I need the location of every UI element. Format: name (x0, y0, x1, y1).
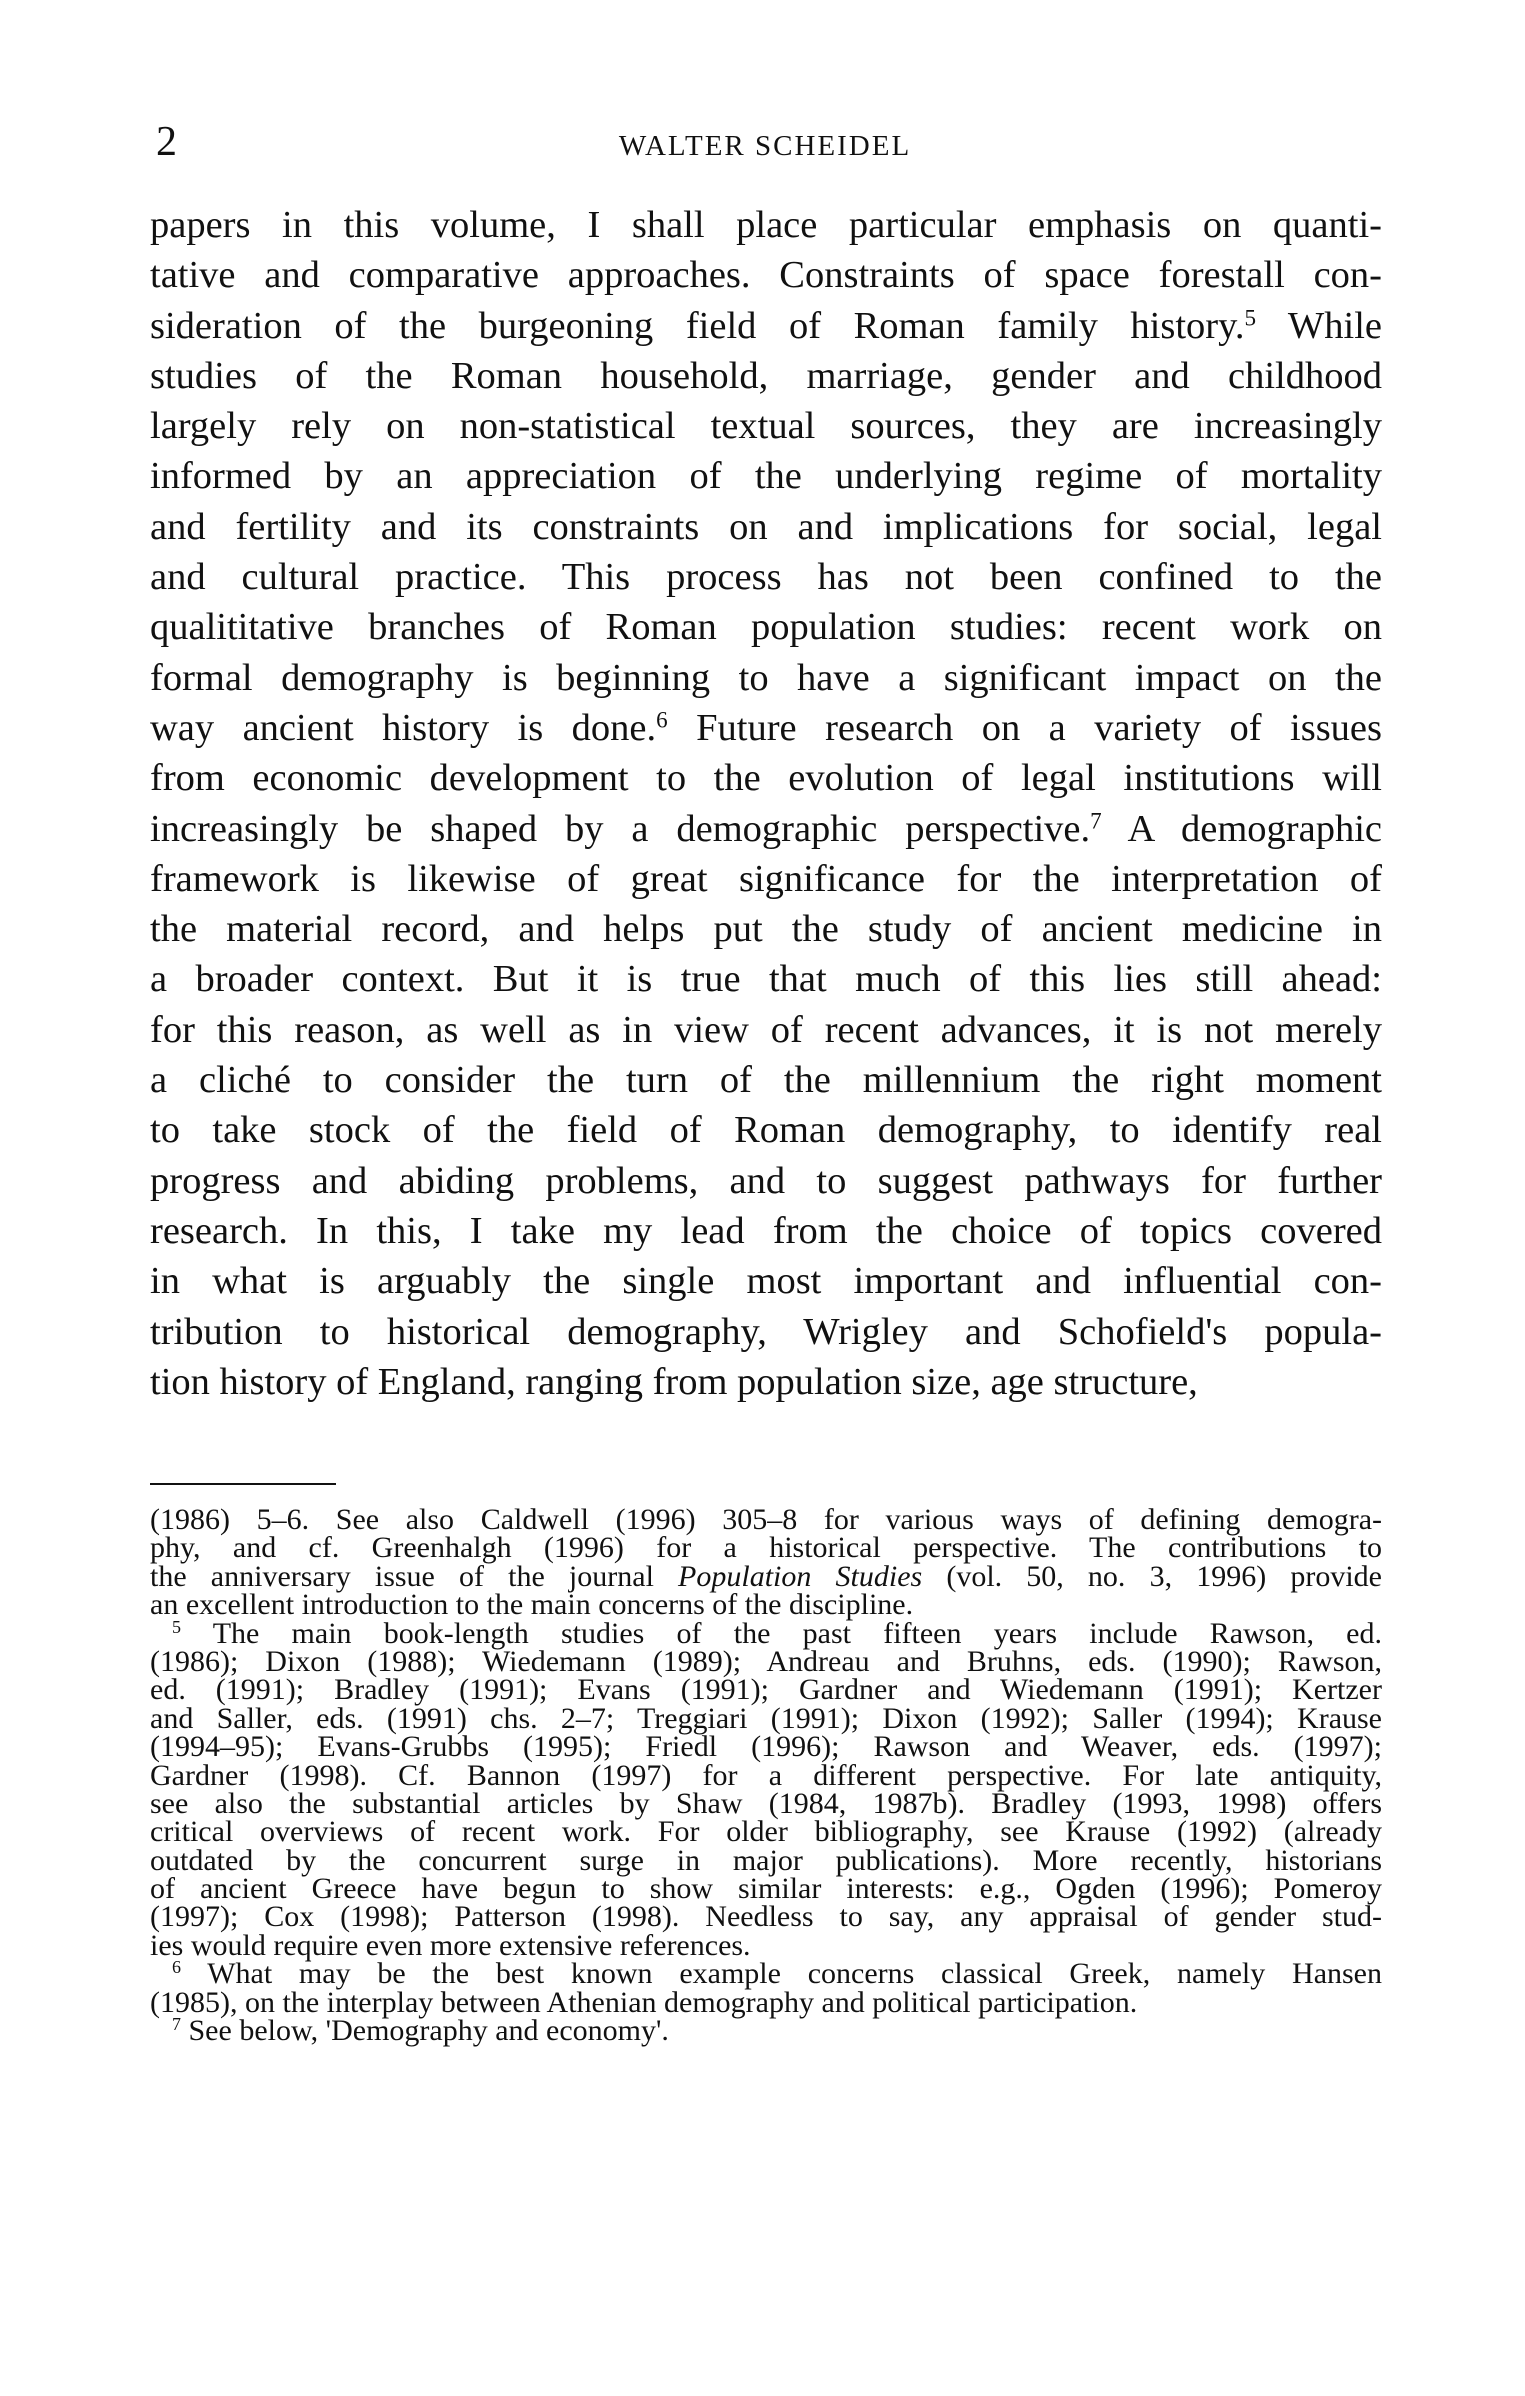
body-line (150, 1055, 1382, 1105)
body-line (150, 401, 1382, 451)
body-line (150, 552, 1382, 602)
body-line (150, 753, 1382, 803)
line-text: and cultural practice. This process has not been confined to the (150, 556, 1382, 599)
footnote-line (150, 1588, 1382, 1622)
footnote-line (150, 1957, 1382, 1991)
line-text: research. In this, I take my lead from the choice of topics covered (150, 1209, 1382, 1252)
line-text: ed. (1991); Bradley (1991); Evans (1991); Gardner and Wiedemann (1991); Kertzer (150, 1673, 1382, 1707)
footnote-text: The main book-length studies of the past fifteen years include Rawson, ed. (181, 1616, 1382, 1650)
body-line (150, 1357, 1382, 1407)
line-text-continued: A demographic (1101, 807, 1382, 850)
line-text: (1985), on the interplay between Athenian demography and political participation. (150, 1985, 1138, 2019)
footnote-line (150, 1985, 1382, 2019)
line-text: of ancient Greece have begun to show similar interests: e.g., Ogden (1996); Pomeroy (150, 1872, 1382, 1906)
page-number: 2 (156, 119, 177, 165)
footnote-line (150, 1673, 1382, 1707)
line-text: a cliché to consider the turn of the millennium the right moment (150, 1059, 1382, 1102)
line-text: critical overviews of recent work. For older bibliography, see Krause (1992) (already (150, 1815, 1382, 1849)
running-title: WALTER SCHEIDEL (618, 130, 912, 162)
footnote-reference: 5 (1244, 303, 1257, 330)
line-text: an excellent introduction to the main concerns of the discipline. (150, 1588, 914, 1622)
line-text: and Saller, eds. (1991) chs. 2–7; Treggiari (1991); Dixon (1992); Saller (1994); Krause (150, 1701, 1382, 1735)
body-line (150, 1156, 1382, 1206)
line-text: increasingly be shaped by a demographic perspective. (150, 807, 1091, 850)
footnotes (150, 1503, 1382, 2048)
line-text: for this reason, as well as in view of recent advances, it is not merely (150, 1008, 1382, 1051)
line-text: sideration of the burgeoning field of Roman family history. (150, 304, 1245, 347)
footnote-line (150, 1872, 1382, 1906)
line-text-continued: (vol. 50, no. 3, 1996) provide (922, 1559, 1382, 1593)
body-line (150, 854, 1382, 904)
footnote-text: See below, 'Demography and economy'. (181, 2014, 669, 2048)
line-text: the material record, and helps put the study of ancient medicine in (150, 908, 1382, 951)
line-text: studies of the Roman household, marriage, gender and childhood (150, 354, 1382, 397)
line-text-continued: While (1256, 304, 1383, 347)
body-line (150, 451, 1382, 501)
body-line (150, 804, 1382, 854)
footnote-line (150, 1616, 1382, 1650)
footnote-reference: 7 (1090, 806, 1102, 833)
line-text: tative and comparative approaches. Constraints of space forestall con- (150, 254, 1382, 297)
line-text: ies would require even more extensive references. (150, 1928, 751, 1962)
footnote-line (150, 1758, 1382, 1792)
body-line (150, 1206, 1382, 1256)
footnote-line (150, 1900, 1382, 1934)
body-line (150, 1105, 1382, 1155)
line-text: the anniversary issue of the journal (150, 1559, 679, 1593)
footnote-marker: 7 (172, 2014, 181, 2035)
footnote-line (150, 1559, 1382, 1593)
footnote-line (150, 1503, 1382, 1536)
line-text: way ancient history is done. (150, 706, 657, 749)
line-text: qualititative branches of Roman population studies: recent work on (150, 606, 1382, 649)
body-text (150, 200, 1382, 1407)
footnote-reference: 6 (656, 706, 668, 733)
line-text: Gardner (1998). Cf. Bannon (1997) for a different perspective. For late antiquity, (150, 1758, 1382, 1792)
body-line (150, 301, 1382, 351)
line-text: largely rely on non-statistical textual sources, they are increasingly (150, 405, 1382, 448)
body-line (150, 250, 1382, 300)
footnote-line (150, 1843, 1382, 1877)
line-text: progress and abiding problems, and to suggest pathways for further (150, 1159, 1382, 1202)
line-text: outdated by the concurrent surge in major publications). More recently, historians (150, 1843, 1382, 1877)
footnote-line (150, 1730, 1382, 1764)
line-text: (1986); Dixon (1988); Wiedemann (1989); Andreau and Bruhns, eds. (1990); Rawson, (150, 1644, 1382, 1678)
line-text: from economic development to the evolution of legal institutions will (150, 757, 1382, 800)
body-line (150, 703, 1382, 753)
line-text: a broader context. But it is true that much of this lies still ahead: (150, 958, 1382, 1001)
line-text: see also the substantial articles by Shaw (1984, 1987b). Bradley (1993, 1998) offers (150, 1786, 1382, 1820)
footnote-line (150, 1815, 1382, 1849)
line-text: (1994–95); Evans-Grubbs (1995); Friedl (1996); Rawson and Weaver, eds. (1997); (150, 1730, 1382, 1764)
footnote-line (150, 1644, 1382, 1678)
line-text: papers in this volume, I shall place particular emphasis on quanti- (150, 204, 1382, 246)
footnote-line (150, 1701, 1382, 1735)
footnote-line (150, 2014, 1382, 2048)
footnote-rule (150, 1483, 336, 1485)
running-head (150, 112, 1380, 172)
body-line (150, 351, 1382, 401)
line-text: phy, and cf. Greenhalgh (1996) for a historical perspective. The contributions to (150, 1531, 1382, 1565)
footnote-line (150, 1928, 1382, 1962)
line-text: (1997); Cox (1998); Patterson (1998). Needless to say, any appraisal of gender stud- (150, 1900, 1382, 1934)
line-text: in what is arguably the single most important and influential con- (150, 1260, 1382, 1303)
line-text: formal demography is beginning to have a significant impact on the (150, 656, 1382, 699)
body-line (150, 602, 1382, 652)
line-text: and fertility and its constraints on and implications for social, legal (150, 505, 1382, 548)
body-line (150, 1307, 1382, 1357)
line-text: framework is likewise of great significance for the interpretation of (150, 857, 1382, 900)
footnote-line (150, 1786, 1382, 1820)
line-text-continued: Future research on a variety of issues (667, 706, 1383, 749)
journal-title: Population Studies (678, 1559, 923, 1593)
line-text: informed by an appreciation of the underlying regime of mortality (150, 455, 1382, 498)
footnote-line (150, 1531, 1382, 1565)
body-line (150, 1005, 1382, 1055)
footnote-text: What may be the best known example concerns classical Greek, namely Hansen (181, 1957, 1382, 1991)
body-line (150, 502, 1382, 552)
line-text: to take stock of the field of Roman demography, to identify real (150, 1109, 1382, 1152)
line-text: tribution to historical demography, Wrigley and Schofield's popula- (150, 1310, 1382, 1353)
line-text: (1986) 5–6. See also Caldwell (1996) 305–8 for various ways of defining demogra- (150, 1503, 1382, 1536)
footnote-marker: 5 (172, 1616, 181, 1637)
body-line (150, 904, 1382, 954)
footnote-marker: 6 (172, 1957, 181, 1978)
body-line (150, 653, 1382, 703)
body-line (150, 954, 1382, 1004)
body-line (150, 200, 1382, 250)
body-line (150, 1256, 1382, 1306)
line-text: tion history of England, ranging from population size, age structure, (150, 1360, 1198, 1403)
